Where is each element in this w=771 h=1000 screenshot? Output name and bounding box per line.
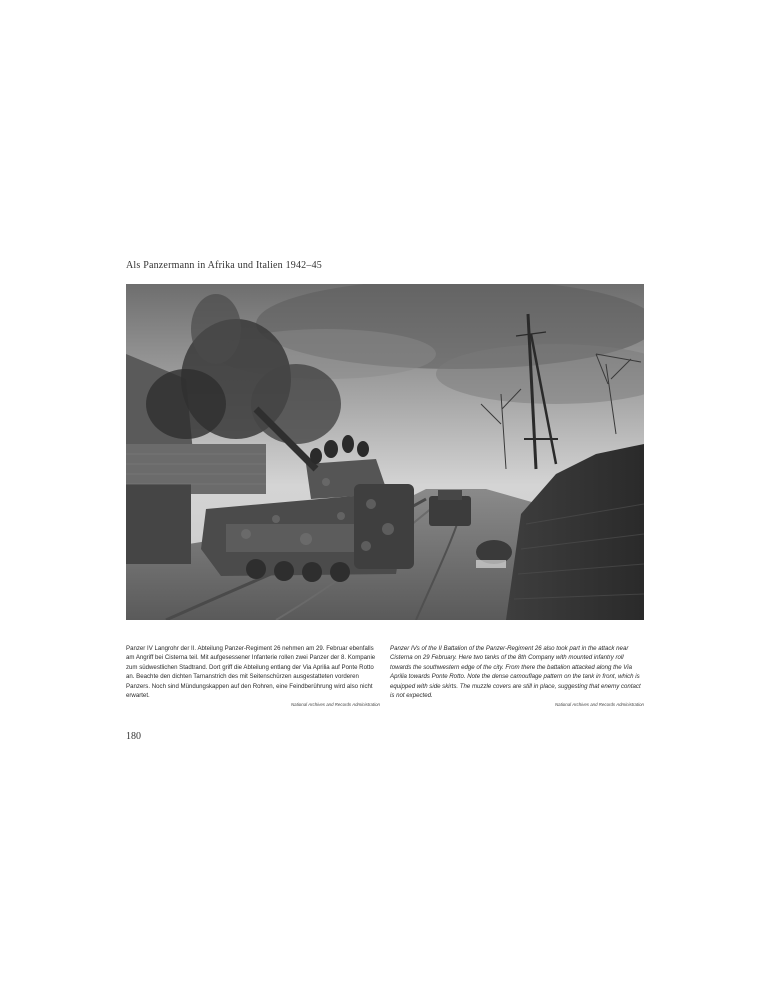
caption-english-text: Panzer IVs of the II Battalion of the Panzer-Regiment 26 also took part in the attack near Cisterna on 29 February. Here two tanks of the 8th Company with mounted infantry roll towards the southwestern edge of the city. From there the battalion attacked along the Via Aprilia towards Ponte Rotto. Note the dense camouflage pattern on the tank in front, which is equipped with side skirts. The muzzle covers are still in place, suggesting that enemy contact is not expected. bbox=[390, 645, 641, 700]
caption-german-text: Panzer IV Langrohr der II. Abteilung Panzer-Regiment 26 nehmen am 29. Februar ebenfalls am Angriff bei Cisterna teil. Mit aufgesessener Infanterie rollen zwei Panzer der 8. Kompanie zum südwestlichen Stadtrand. Dort griff die Abteilung entlang der Via Aprilia auf Ponte Rotto an. Beachte den dichten Tarnanstrich des mit Seitenschürzen ausgestatteten vorderen Panzers. Noch sind Mündungskappen auf den Rohren, eine Feindberührung wird also nicht erwartet. bbox=[126, 645, 376, 700]
photograph-tanks-on-road bbox=[126, 284, 644, 620]
caption-german-credit: National Archives and Records Administration bbox=[291, 702, 380, 708]
running-head: Als Panzermann in Afrika und Italien 1942–45 bbox=[126, 260, 322, 271]
caption-english bbox=[390, 644, 644, 708]
caption-german bbox=[126, 644, 380, 708]
captions bbox=[126, 644, 644, 708]
page-number: 180 bbox=[126, 731, 141, 742]
caption-english-credit: National Archives and Records Administration bbox=[555, 702, 644, 708]
